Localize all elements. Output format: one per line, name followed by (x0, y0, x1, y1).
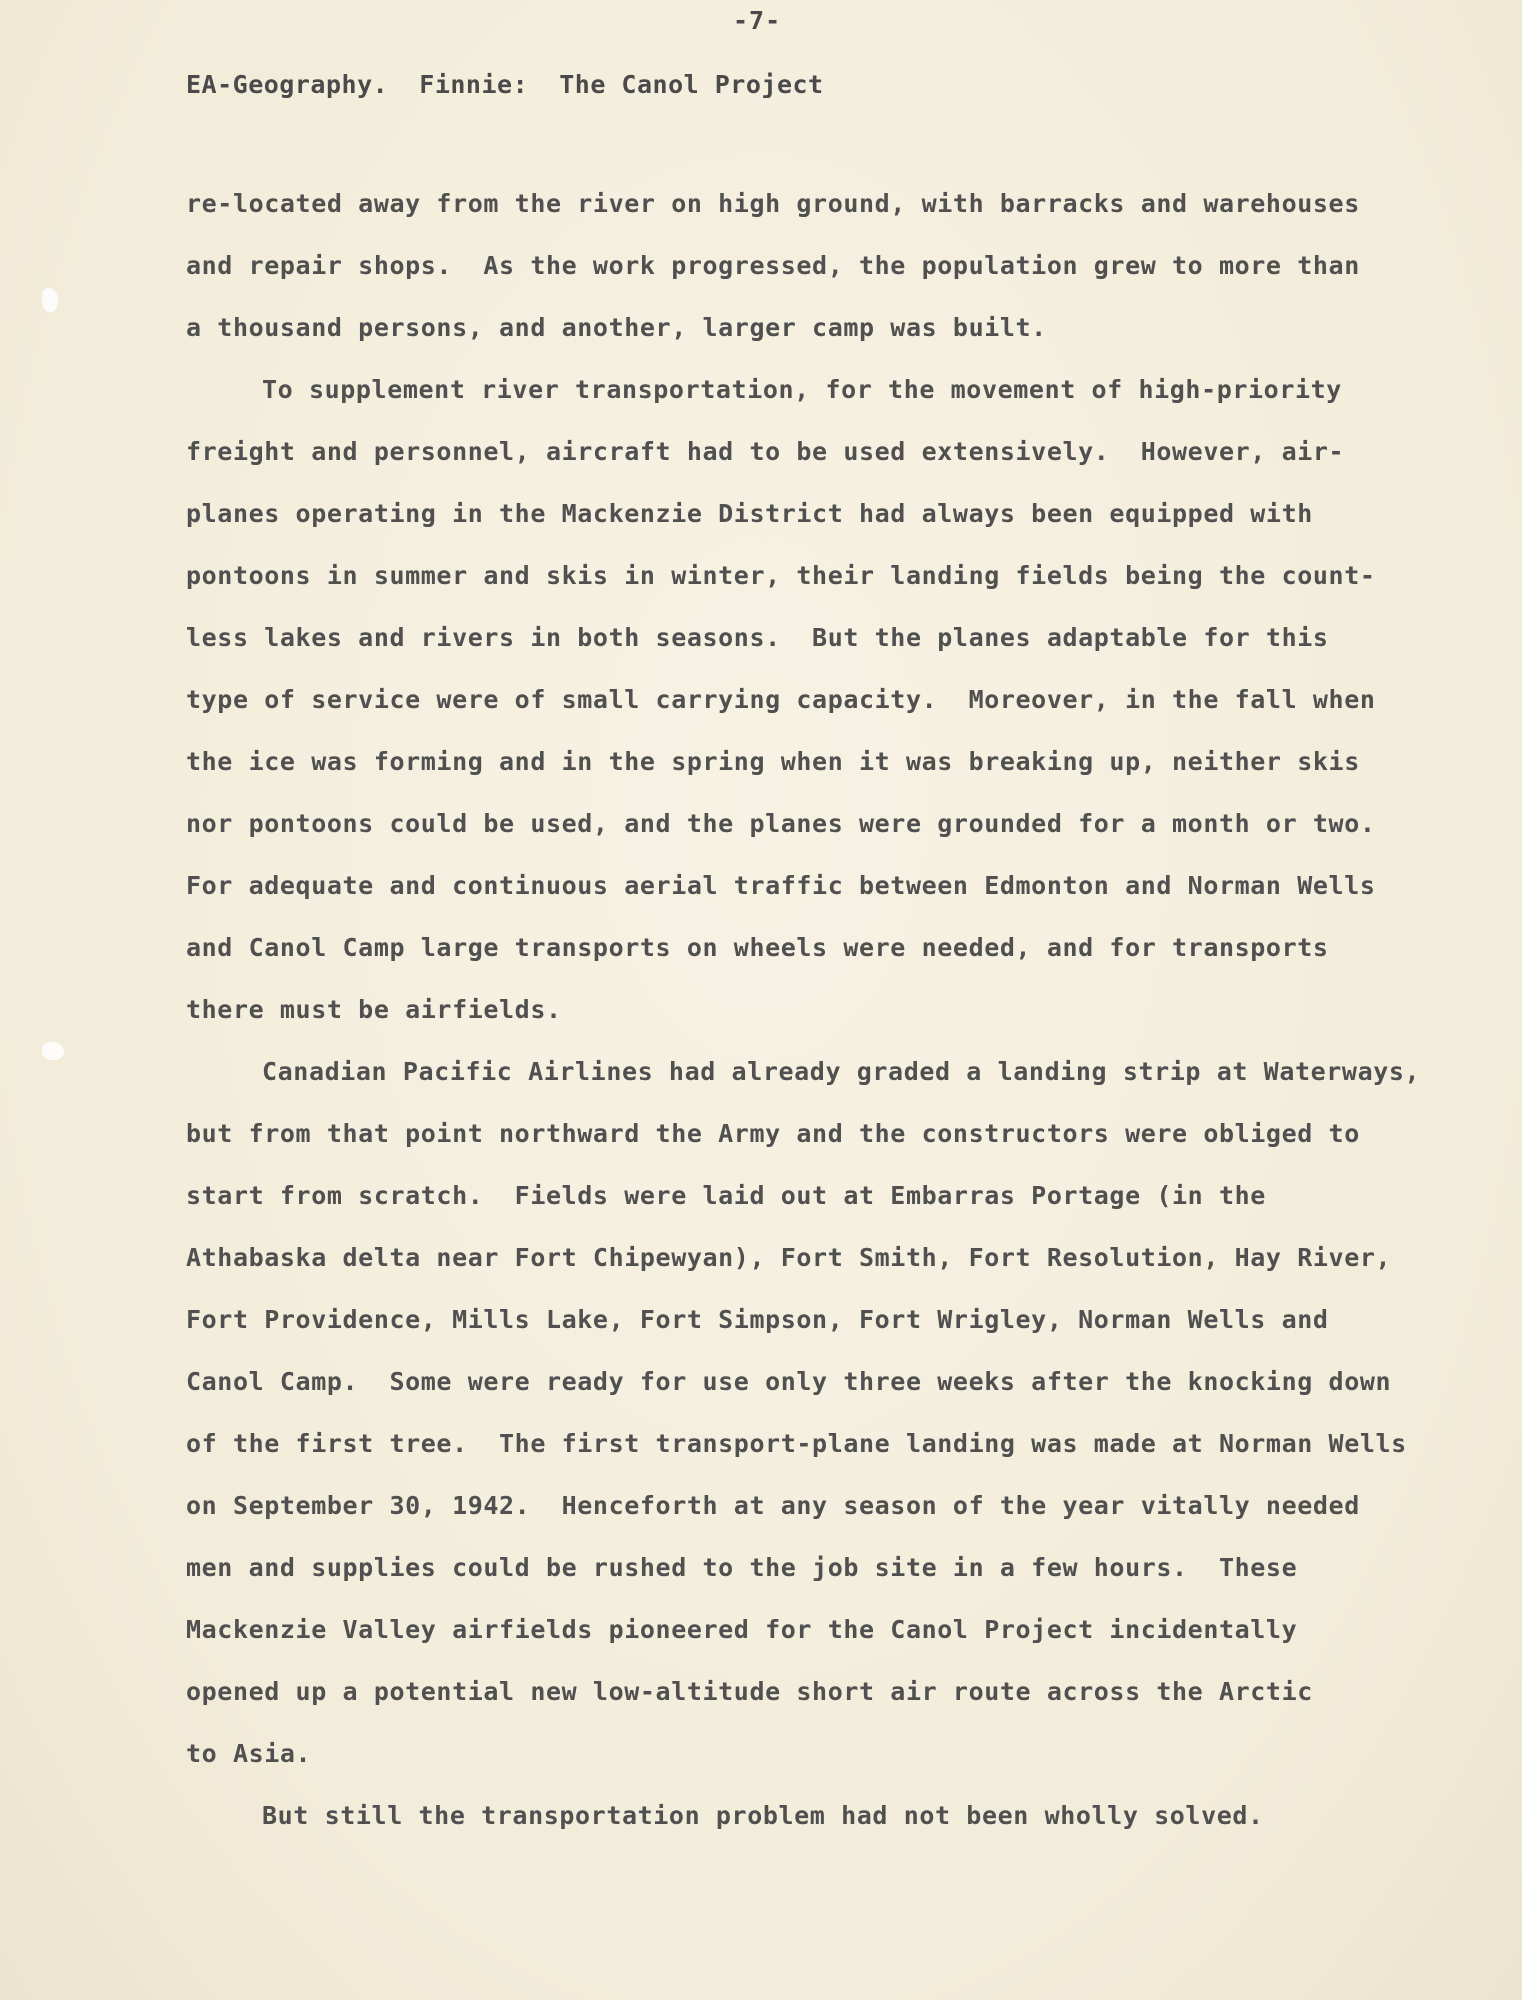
text-line: nor pontoons could be used, and the planes were grounded for a month or two. (186, 809, 1376, 838)
document-body (186, 184, 1421, 1858)
text-line: to Asia. (186, 1739, 312, 1768)
text-line: start from scratch. Fields were laid out at Embarras Portage (in the (186, 1181, 1266, 1210)
text-line: planes operating in the Mackenzie District had always been equipped with (186, 499, 1313, 528)
text-line: pontoons in summer and skis in winter, their landing fields being the count- (186, 561, 1376, 590)
text-line: re-located away from the river on high ground, with barracks and warehouses (186, 189, 1360, 218)
page-number: -7- (733, 6, 782, 35)
paper-blemish (42, 1042, 64, 1060)
text-line: To supplement river transportation, for the movement of high-priority (262, 375, 1342, 404)
text-line: Athabaska delta near Fort Chipewyan), Fort Smith, Fort Resolution, Hay River, (186, 1243, 1392, 1272)
text-line: on September 30, 1942. Henceforth at any season of the year vitally needed (186, 1491, 1360, 1520)
text-line: but from that point northward the Army and the constructors were obliged to (186, 1119, 1360, 1148)
text-line: But still the transportation problem had not been wholly solved. (262, 1801, 1264, 1830)
document-header: EA-Geography. Finnie: The Canol Project (186, 70, 824, 99)
text-line: a thousand persons, and another, larger camp was built. (186, 313, 1047, 342)
text-line: less lakes and rivers in both seasons. But the planes adaptable for this (186, 623, 1329, 652)
text-line: Canol Camp. Some were ready for use only three weeks after the knocking down (186, 1367, 1392, 1396)
text-line: and Canol Camp large transports on wheels were needed, and for transports (186, 933, 1329, 962)
text-line: Canadian Pacific Airlines had already graded a landing strip at Waterways, (262, 1057, 1421, 1086)
text-line: of the first tree. The first transport-plane landing was made at Norman Wells (186, 1429, 1407, 1458)
text-line: type of service were of small carrying capacity. Moreover, in the fall when (186, 685, 1376, 714)
text-line: Mackenzie Valley airfields pioneered for the Canol Project incidentally (186, 1615, 1298, 1644)
text-line: men and supplies could be rushed to the job site in a few hours. These (186, 1553, 1298, 1582)
text-line: opened up a potential new low-altitude short air route across the Arctic (186, 1677, 1313, 1706)
text-line: and repair shops. As the work progressed, the population grew to more than (186, 251, 1360, 280)
text-line: the ice was forming and in the spring when it was breaking up, neither skis (186, 747, 1360, 776)
text-line: there must be airfields. (186, 995, 562, 1024)
text-line: Fort Providence, Mills Lake, Fort Simpson, Fort Wrigley, Norman Wells and (186, 1305, 1329, 1334)
paper-blemish (42, 288, 58, 312)
text-line: For adequate and continuous aerial traffic between Edmonton and Norman Wells (186, 871, 1376, 900)
text-line: freight and personnel, aircraft had to be used extensively. However, air- (186, 437, 1345, 466)
